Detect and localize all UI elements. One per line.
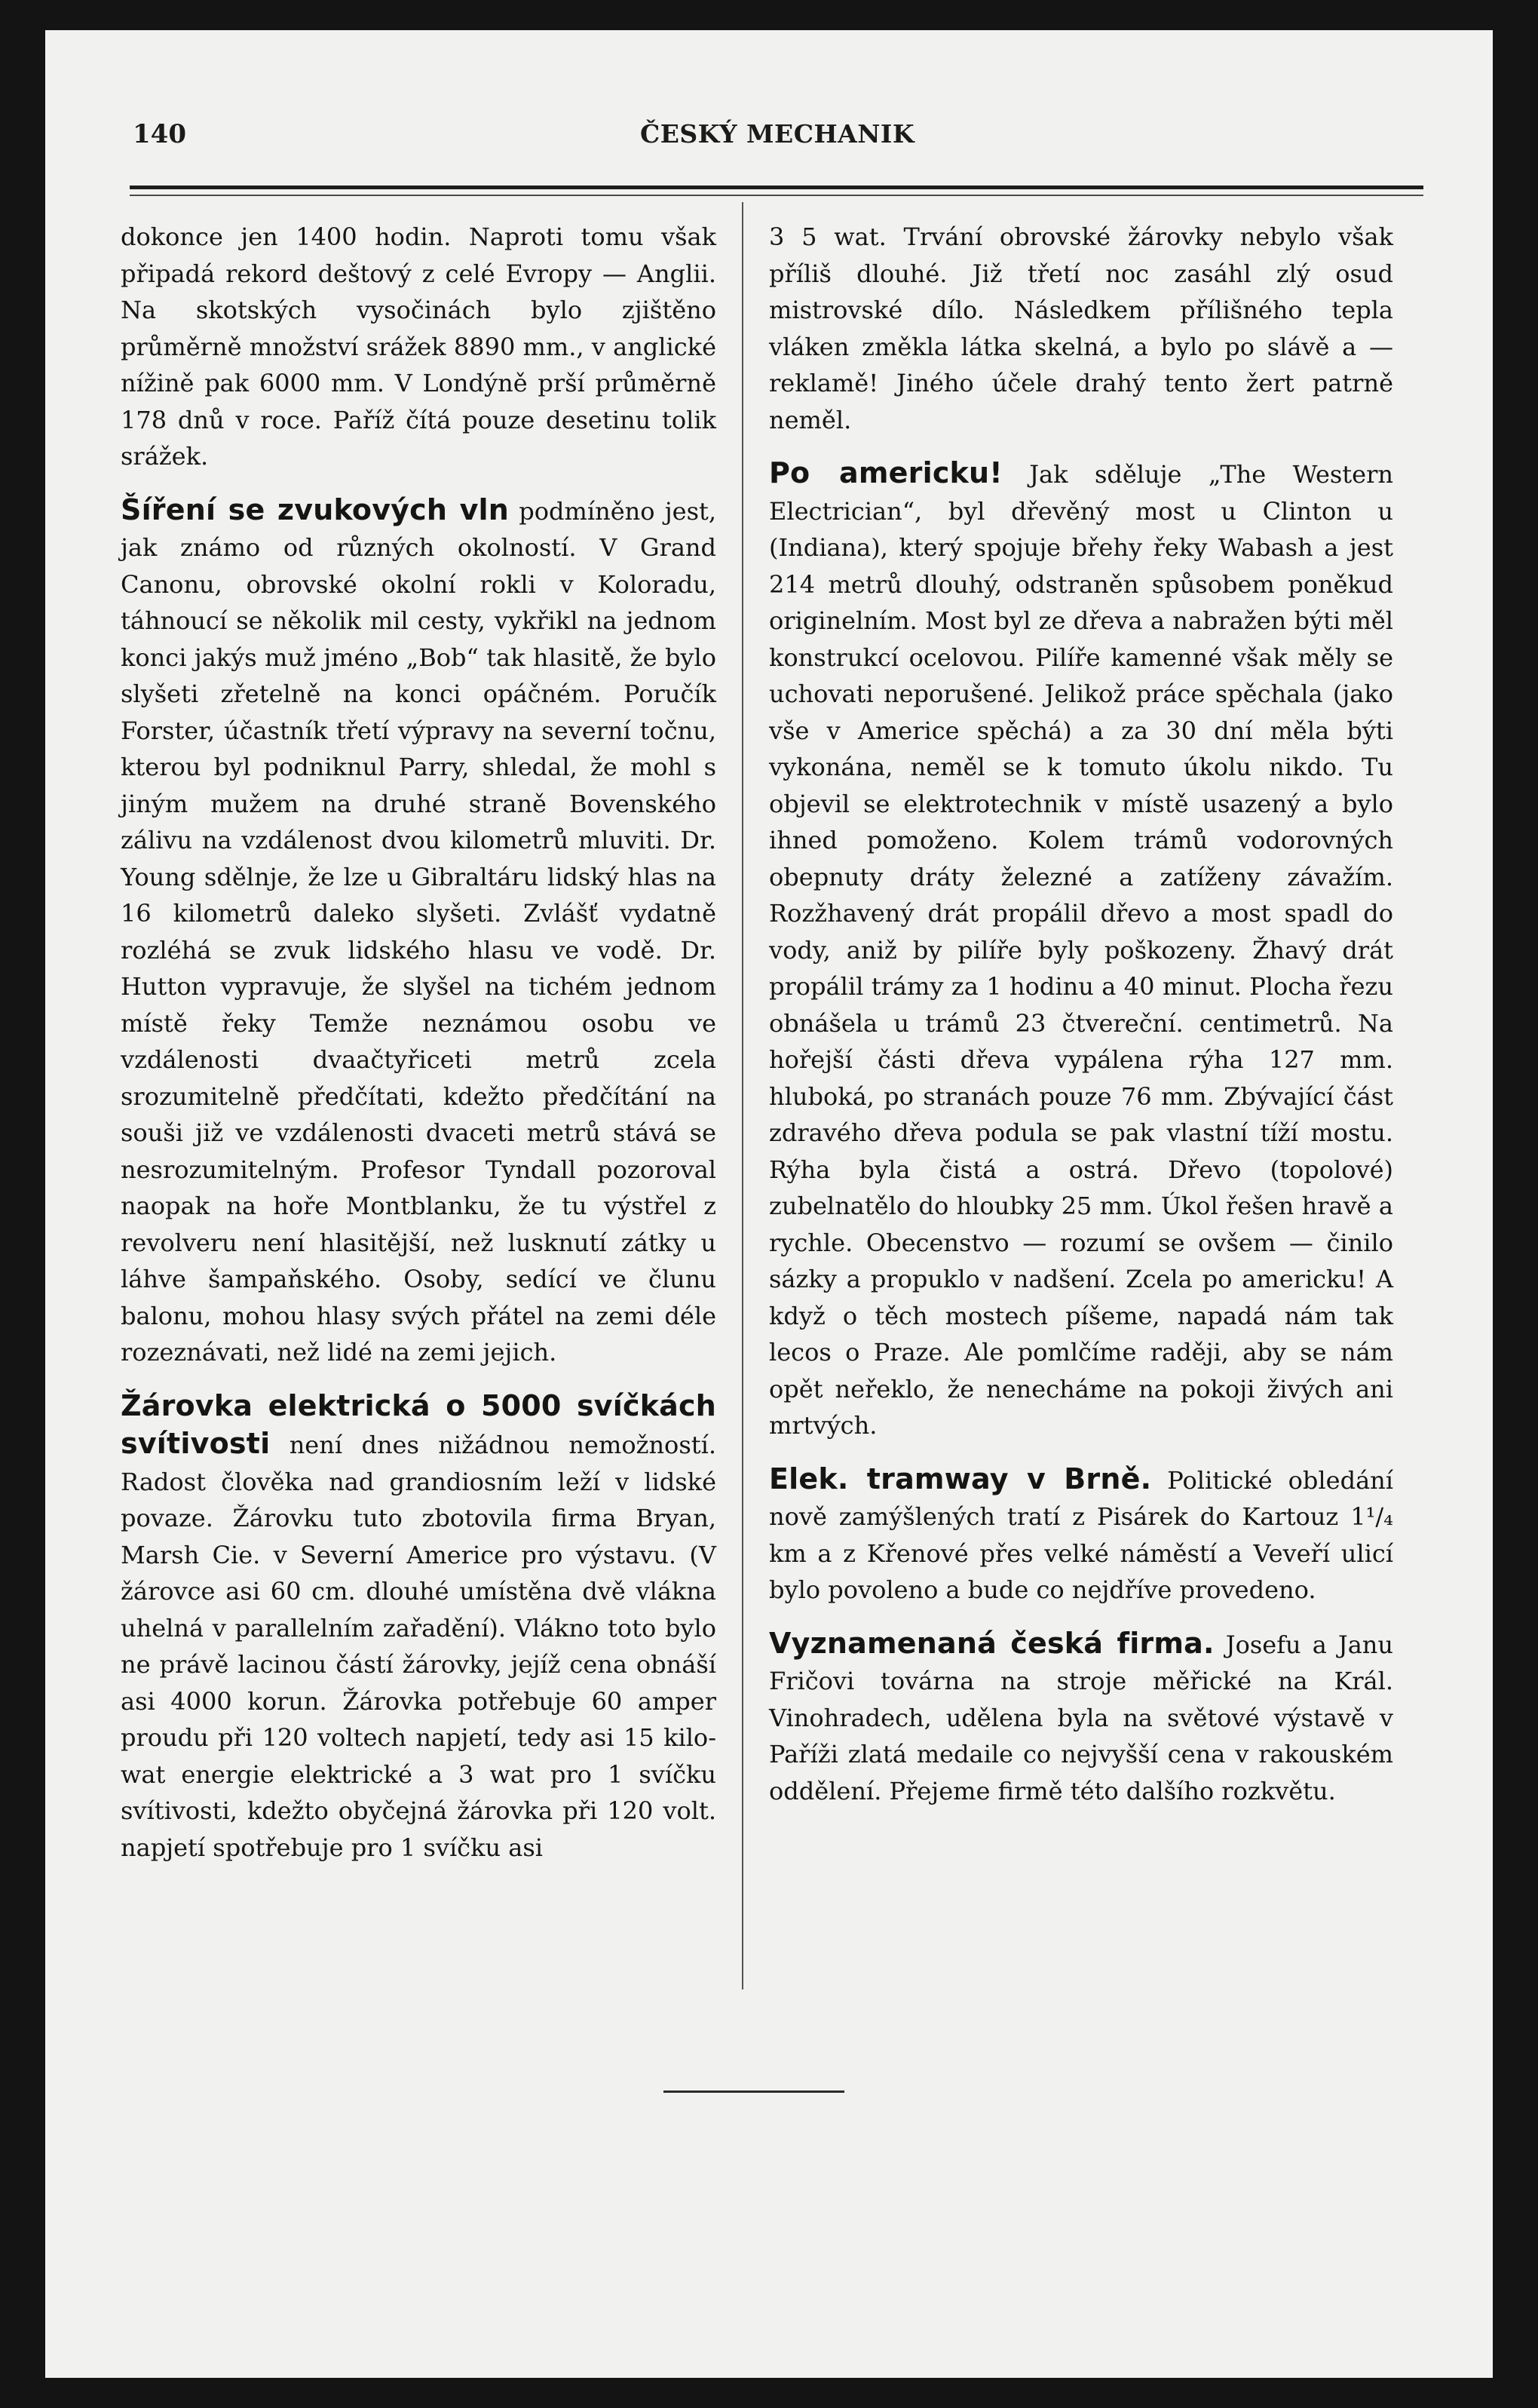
paragraph-rainfall: dokonce jen 1400 hodin. Naproti tomu však připadá rekord deštový z celé Evropy — Anglii. Na skotských vysočinách bylo zjištěno průměrně množství srážek 8890 mm., v anglické nížině pak 6000 mm. V Londýně prší průměrně 178 dnů v roce. Paříž čítá pouze desetinu tolik srážek. xyxy=(121,222,716,471)
page-header xyxy=(133,119,1422,172)
header-rule-thin xyxy=(130,195,1423,196)
header-rule-thick xyxy=(130,186,1423,189)
page-number: 140 xyxy=(133,119,186,149)
heading-brno-tramway: Elek. tramway v Brně. xyxy=(769,1462,1152,1495)
section-sound-waves xyxy=(121,492,716,1371)
heading-awarded-firm: Vyznamenaná česká firma. xyxy=(769,1626,1215,1660)
paragraph-awarded-firm: Josefu a Janu Fričovi továrna na stroje měřické na Král. Vinohradech, udělena byla na světové výstavě v Paříži zlatá medaile co nejvyšší cena v rakouském oddělení. Přejeme firmě této dalšího rozkvětu. xyxy=(769,1630,1394,1805)
right-column xyxy=(769,219,1393,1809)
paragraph-sound-waves: podmíněno jest, jak známo od různých okolností. V Grand Canonu, obrovské okolní rokli v Koloradu, táhnoucí se několik mil cesty, vykřikl na jednom konci jakýs muž jméno „Bob“ tak hlasitě, že bylo slyšeti zřetelně na konci opáčném. Poručík Forster, účastník třetí výpravy na severní točnu, kterou byl podniknul Parry, shledal, že mohl s jiným mužem na druhé straně Bovenského zálivu na vzdálenost dvou kilometrů mluviti. Dr. Young sdělnje, že lze u Gibraltáru lidský hlas na 16 kilometrů daleko slyšeti. Zvlášť vydatně rozléhá se zvuk lidského hlasu ve vodě. Dr. Hutton vypravuje, že slyšel na tichém jednom místě řeky Temže neznámou osobu ve vzdálenosti dvaačtyřiceti metrů zcela srozumitelně předčítati, kdežto předčítání na souši již ve vzdálenosti dvaceti metrů stává se nesrozumitelným. Profesor Tyndall pozoroval naopak na hoře Montblanku, že tu výstřel z revolveru není hlasitější, než lusknutí zátky u láhve šampaňského. Osoby, sedící ve člunu balonu, mohou hlasy svých přátel na zemi déle rozeznávati, než lidé na zemi jejich. xyxy=(121,496,717,1367)
paragraph-bulb-continued: 3 5 wat. Trvání obrovské žárovky nebylo však příliš dlouhé. Již třetí noc zasáhl zlý osud mistrovské dílo. Následkem přílišného tepla vláken změkla látka skelná, a bylo po slávě a — reklamě! Jiného účele drahý tento žert patrně neměl. xyxy=(769,222,1393,434)
section-giant-bulb xyxy=(121,1388,716,1867)
left-column xyxy=(121,219,716,1866)
section-awarded-firm xyxy=(769,1625,1393,1810)
paragraph-giant-bulb: není dnes nižádnou nemožností. Radost člověka nad grandiosním leží v lidské povaze. Žárovku tuto zbotovila firma Bryan, Marsh Cie. v Severní Americe pro výstavu. (V žárovce asi 60 cm. dlouhé umístěna dvě vlákna uhelná v parallelním zařadění). Vlákno toto bylo ne právě lacinou částí žárovky, jejíž cena obnáší asi 4000 korun. Žárovka potřebuje 60 amper proudu při 120 voltech napjetí, tedy asi 15 kilowat energie elektrické a 3 wat pro 1 svíčku svítivosti, kdežto obyčejná žárovka při 120 volt. napjetí spotřebuje pro 1 svíčku asi xyxy=(121,1431,717,1862)
section-brno-tramway xyxy=(769,1461,1393,1609)
paragraph-american-style: Jak sděluje „The Western Electrician“, byl dřevěný most u Clinton u (Indiana), který spojuje břehy řeky Wabash a jest 214 metrů dlouhý, odstraněn spůsobem poněkud originelním. Most byl ze dřeva a nabražen býti měl konstrukcí ocelovou. Pilíře kamenné však měly se uchovati neporušené. Jelikož práce spěchala (jako vše v Americe spěchá) a za 30 dní měla býti vykonána, neměl se k tomuto úkolu nikdo. Tu objevil se elektrotechnik v místě usazený a bylo ihned pomoženo. Kolem trámů vodorovných obepnuty dráty železné a zatíženy závažím. Rozžhavený drát propálil dřevo a most spadl do vody, aniž by pilíře byly poškozeny. Žhavý drát propálil trámy za 1 hodinu a 40 minut. Plocha řezu obnášela u trámů 23 čtvereční. centimetrů. Na hořejší části dřeva vypálena rýha 127 mm. hluboká, po stranách pouze 76 mm. Zbývající část zdravého dřeva podula se pak vlastní tíží mostu. Rýha byla čistá a ostrá. Dřevo (topolové) zubelnatělo do hloubky 25 mm. Úkol řešen hravě a rychle. Obecenstvo — rozumí se ovšem — činilo sázky a propuklo v nadšení. Zcela po americku! A když o těch mostech píšeme, napadá nám tak lecos o Praze. Ale pomlčíme raději, aby se nám opět neřeklo, že nenecháme na pokoji živých ani mrtvých. xyxy=(769,460,1393,1440)
column-divider xyxy=(742,202,743,1989)
heading-american-style: Po americku! xyxy=(769,456,1003,489)
end-rule xyxy=(663,2091,844,2093)
heading-sound-waves: Šíření se zvukových vln xyxy=(121,492,510,526)
paragraph-brno-tramway: Politické obledání nově zamýšlených tratí z Pisárek do Kartouz 1¹/₄ km a z Křenové přes velké náměstí a Veveří ulicí bylo povoleno a bude co nejdříve provedeno. xyxy=(769,1465,1393,1604)
section-american-style xyxy=(769,455,1393,1444)
heading-giant-bulb: Žárovka elektrická o 5000 svíčkách svítivosti xyxy=(121,1388,716,1460)
running-title: ČESKÝ MECHANIK xyxy=(639,119,915,149)
